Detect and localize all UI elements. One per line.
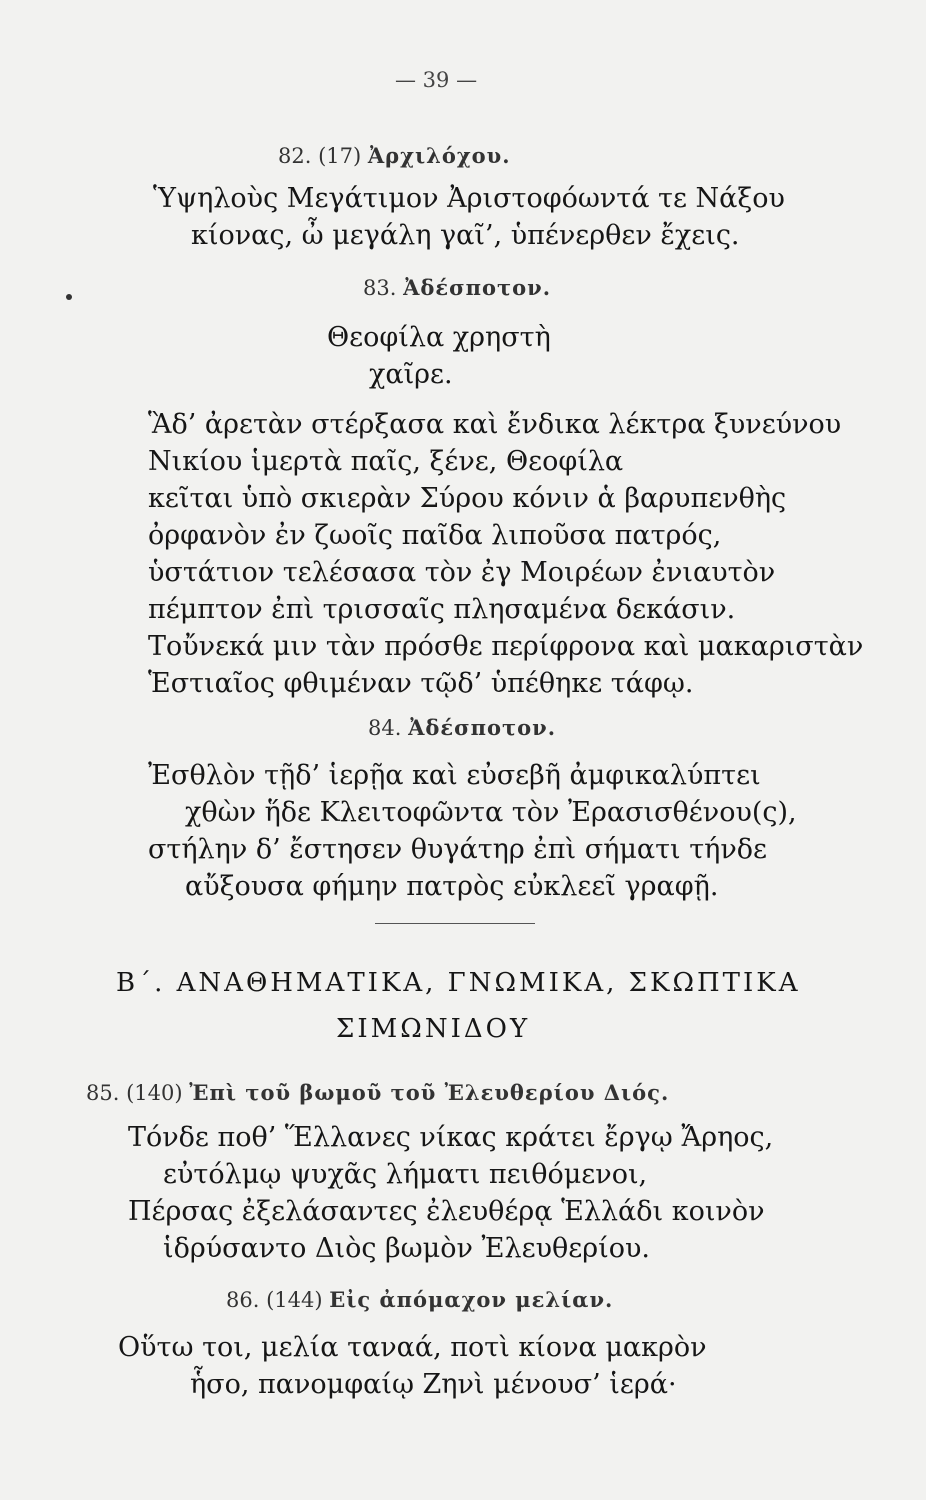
verse-line: Τοὔνεκά μιν τὰν πρόσθε περίφρονα καὶ μακαριστὰν [148,631,864,662]
verse-line: Τόνδε ποθ’ Ἕλλανες νίκας κράτει ἔργῳ Ἄρηος, [128,1122,774,1153]
verse-line: κίονας, ὦ μεγάλη γαῖ’, ὑπένερθεν ἔχεις. [191,220,740,251]
verse-line: χθὼν ἥδε Κλειτοφῶντα τὸν Ἐρασισθένου(ς), [185,797,797,828]
poem-number: 86. [226,1288,260,1312]
poem-title: Ἐπὶ τοῦ βωμοῦ τοῦ Ἐλευθερίου Διός. [189,1080,670,1105]
verse-line: αὔξουσα φήμην πατρὸς εὐκλεεῖ γραφῇ. [185,871,719,902]
poem-reference: (17) [318,144,362,168]
verse-line: κεῖται ὑπὸ σκιερὰν Σύρου κόνιν ἁ βαρυπενθὴς [148,483,787,514]
verse-line: Ὑψηλοὺς Μεγάτιμον Ἀριστοφόωντά τε Νάξου [153,183,785,214]
page-number: — 39 — [395,68,478,92]
verse-line: Οὕτω τοι, μελία ταναά, ποτὶ κίονα μακρὸν [118,1332,707,1363]
section-author: ΣΙΜΩΝΙΔΟΥ [336,1014,531,1044]
verse-line: Νικίου ἱμερτὰ παῖς, ξένε, Θεοφίλα [148,446,624,477]
poem-number: 85. [86,1081,120,1105]
verse-line: Θεοφίλα χρηστὴ [327,322,551,353]
poem-84-heading [368,715,556,740]
verse-line: ἱδρύσαντο Διὸς βωμὸν Ἐλευθερίου. [163,1233,650,1264]
poem-title: Ἀρχιλόχου. [367,143,511,168]
section-heading: Β΄. ΑΝΑΘΗΜΑΤΙΚΑ, ΓΝΩΜΙΚΑ, ΣΚΩΠΤΙΚΑ [116,968,801,998]
poem-number: 82. [278,144,312,168]
poem-reference: (144) [266,1288,323,1312]
verse-line: πέμπτον ἐπὶ τρισσαῖς πλησαμένα δεκάσιν. [148,594,736,625]
verse-line: Ἐσθλὸν τῇδ’ ἱερῇα καὶ εὐσεβῆ ἀμφικαλύπτει [148,760,761,791]
poem-title: Εἰς ἀπόμαχον μελίαν. [329,1287,614,1312]
section-divider [375,923,535,924]
poem-title: Ἀδέσποτον. [403,275,552,300]
verse-line: Ἃδ’ ἀρετὰν στέρξασα καὶ ἔνδικα λέκτρα ξυνεύνου [148,409,842,440]
verse-line: εὐτόλμῳ ψυχᾶς λήματι πειθόμενοι, [163,1159,648,1190]
ink-dot [66,294,72,300]
poem-number: 84. [368,716,402,740]
verse-line: ὀρφανὸν ἐν ζωοῖς παῖδα λιποῦσα πατρός, [148,520,722,551]
verse-line: ὑστάτιον τελέσασα τὸν ἐγ Μοιρέων ἐνιαυτὸν [148,557,776,588]
poem-number: 83. [363,276,397,300]
verse-line: Πέρσας ἐξελάσαντες ἐλευθέρᾳ Ἑλλάδι κοινὸν [128,1196,765,1227]
poem-86-heading [226,1287,613,1312]
verse-line: Ἑστιαῖος φθιμέναν τῷδ’ ὑπέθηκε τάφῳ. [148,668,694,699]
poem-83-heading [363,275,551,300]
poem-85-heading [86,1080,669,1105]
verse-line: χαῖρε. [369,359,453,390]
verse-line: ἧσο, πανομφαίῳ Ζηνὶ μένουσ’ ἱερά· [190,1369,677,1400]
poem-title: Ἀδέσποτον. [408,715,557,740]
poem-82-heading [278,143,511,168]
poem-reference: (140) [126,1081,183,1105]
verse-line: στήλην δ’ ἔστησεν θυγάτηρ ἐπὶ σήματι τήνδε [148,834,767,865]
